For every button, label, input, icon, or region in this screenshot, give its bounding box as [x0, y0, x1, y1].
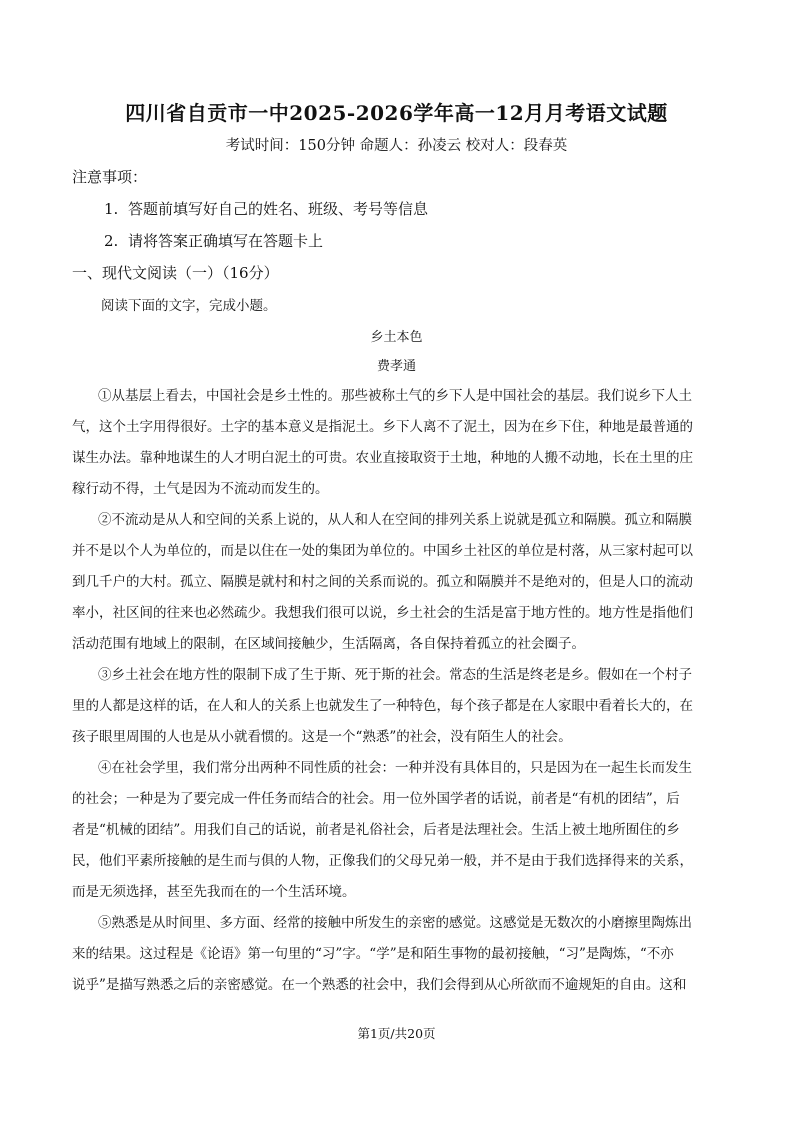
article-line: 里的人都是这样的话，在人和人的关系上也就发生了一种特色，每个孩子都是在人家眼中看着长大的，在 [72, 698, 693, 714]
article-line: ⑤熟悉是从时间里、多方面、经常的接触中所发生的亲密的感觉。这感觉是无数次的小磨擦里陶炼出 [98, 915, 692, 931]
article-line: 并不是以个人为单位的，而是以住在一处的集团为单位的。中国乡土社区的单位是村落，从三家村起可以 [72, 543, 693, 559]
article-line: 孩子眼里周围的人也是从小就看惯的。这是一个“熟悉”的社会，没有陌生人的社会。 [72, 729, 572, 745]
section-heading: 一、现代文阅读（一）（16分） [72, 264, 279, 282]
article-line: 活动范围有地域上的限制，在区域间接触少，生活隔离，各自保持着孤立的社会圈子。 [72, 636, 585, 652]
article-line: 稼行动不得，土气是因为不流动而发生的。 [72, 481, 329, 497]
notice-item-number: 1. [104, 200, 119, 218]
article-line: 说乎”是描写熟悉之后的亲密感觉。在一个熟悉的社会中，我们会得到从心所欲而不逾规矩的自由。这和 [72, 977, 687, 993]
article-title: 乡土本色 [370, 330, 423, 345]
article-line: 到几千户的大村。孤立、隔膜是就村和村之间的关系而说的。孤立和隔膜并不是绝对的，但是人口的流动 [72, 574, 693, 590]
notice-item-text: 请将答案正确填写在答题卡上 [128, 232, 324, 250]
article-line: 民，他们平素所接触的是生而与俱的人物，正像我们的父母兄弟一般，并不是由于我们选择得来的关系， [72, 853, 693, 869]
exam-meta: 考试时间：150分钟 命题人：孙凌云 校对人：段春英 [225, 138, 568, 154]
notice-item-text: 答题前填写好自己的姓名、班级、考号等信息 [128, 200, 429, 218]
exam-title: 四川省自贡市一中2025-2026学年高一12月月考语文试题 [125, 101, 668, 125]
notice-item-number: 2. [104, 232, 119, 250]
notice-item [104, 198, 428, 219]
article-line: 的社会；一种是为了要完成一件任务而结合的社会。用一位外国学者的话说，前者是“有机的团结”，后 [72, 791, 680, 807]
section-instruction: 阅读下面的文字，完成小题。 [101, 298, 277, 314]
article-line: ①从基层上看去，中国社会是乡土性的。那些被称土气的乡下人是中国社会的基层。我们说乡下人土 [98, 388, 692, 404]
article-line: ③乡土社会在地方性的限制下成了生于斯、死于斯的社会。常态的生活是终老是乡。假如在一个村子 [98, 667, 692, 683]
article-line: 率小，社区间的往来也必然疏少。我想我们很可以说，乡土社会的生活是富于地方性的。地方性是指他们 [72, 605, 693, 621]
notice-heading: 注意事项： [72, 168, 148, 186]
article-body [72, 384, 722, 1004]
article-author: 费孝通 [376, 359, 416, 374]
article-line: 者是“机械的团结”。用我们自己的话说，前者是礼俗社会，后者是法理社会。生活上被土地所囿住的乡 [72, 822, 680, 838]
article-line: 气，这个土字用得很好。土字的基本意义是指泥土。乡下人离不了泥土，因为在乡下住，种地是最普通的 [72, 419, 693, 435]
article-line: 谋生办法。靠种地谋生的人才明白泥土的可贵。农业直接取资于土地，种地的人搬不动地，长在土里的庄 [72, 450, 693, 466]
page-footer: 第1页/共20页 [357, 1026, 436, 1041]
article-line: ②不流动是从人和空间的关系上说的，从人和人在空间的排列关系上说就是孤立和隔膜。孤立和隔膜 [98, 512, 692, 528]
article-line: 来的结果。这过程是《论语》第一句里的“习”字。“学”是和陌生事物的最初接触，“习”是陶炼，“不亦 [72, 946, 674, 962]
article-line: ④在社会学里，我们常分出两种不同性质的社会：一种并没有具体目的，只是因为在一起生长而发生 [98, 760, 692, 776]
article-line: 而是无须选择，甚至先我而在的一个生活环境。 [72, 884, 356, 900]
notice-item [104, 230, 323, 251]
